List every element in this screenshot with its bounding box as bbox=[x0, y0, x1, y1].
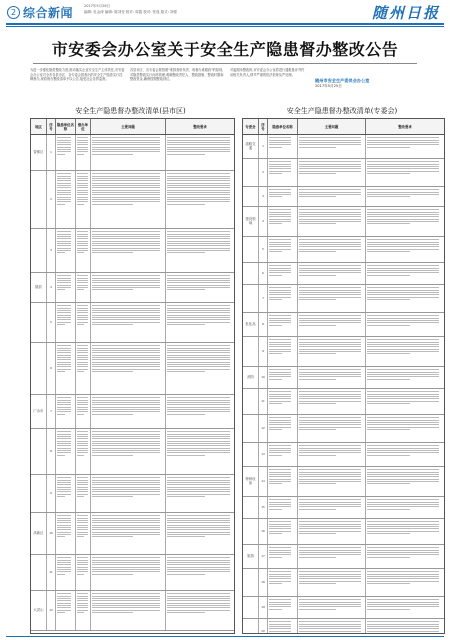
table-cell bbox=[76, 395, 91, 428]
table-cell bbox=[166, 555, 234, 590]
table-cell: 旅游 bbox=[243, 545, 259, 568]
right-header-cell: 隐患单位名称 bbox=[268, 119, 298, 134]
right-header-cell: 整改要求 bbox=[398, 124, 412, 129]
table-cell bbox=[243, 159, 259, 186]
table-cell bbox=[268, 497, 298, 518]
table-cell: 5 bbox=[259, 237, 268, 262]
masthead-rule bbox=[6, 23, 444, 25]
table-cell: 消防 bbox=[243, 367, 259, 388]
table-row bbox=[243, 545, 444, 569]
table-cell: 广水市 bbox=[31, 395, 47, 428]
table-cell bbox=[56, 395, 76, 428]
table-cell bbox=[76, 343, 91, 394]
table-cell bbox=[366, 187, 444, 206]
table-row bbox=[243, 569, 444, 597]
table-cell bbox=[366, 443, 444, 466]
table-cell bbox=[366, 497, 444, 518]
table-cell bbox=[166, 513, 234, 554]
table-cell bbox=[298, 237, 366, 262]
table-cell bbox=[366, 285, 444, 312]
table-cell bbox=[56, 429, 76, 474]
signature-date: 2017年5月25日 bbox=[315, 83, 342, 88]
table-cell bbox=[298, 519, 366, 544]
table-cell bbox=[298, 389, 366, 414]
left-table-title: 安全生产隐患督办整改清单(县市区) bbox=[75, 107, 186, 115]
table-cell bbox=[166, 135, 234, 170]
table-cell bbox=[298, 159, 366, 186]
table-row bbox=[243, 519, 444, 545]
table-cell: 13 bbox=[259, 443, 268, 466]
table-cell bbox=[298, 443, 366, 466]
table-cell bbox=[76, 591, 91, 630]
table-cell bbox=[76, 513, 91, 554]
left-header-cell: 地区 bbox=[31, 119, 47, 134]
table-cell: 4 bbox=[47, 273, 56, 302]
right-header-cell: 序号 bbox=[259, 119, 268, 134]
table-cell bbox=[298, 263, 366, 284]
paper-logo: 随州日报 bbox=[371, 4, 440, 22]
table-cell bbox=[268, 337, 298, 366]
table-cell bbox=[366, 389, 444, 414]
table-row bbox=[243, 263, 444, 285]
table-cell bbox=[166, 429, 234, 474]
table-cell bbox=[76, 429, 91, 474]
table-cell bbox=[366, 545, 444, 568]
headline-rule bbox=[33, 63, 417, 64]
table-cell bbox=[243, 237, 259, 262]
table-cell bbox=[298, 313, 366, 336]
table-cell bbox=[268, 415, 298, 442]
table-cell bbox=[91, 171, 166, 228]
table-cell: 道路交通 bbox=[243, 135, 259, 158]
table-cell: 17 bbox=[259, 545, 268, 568]
table-cell bbox=[76, 273, 91, 302]
table-cell bbox=[268, 597, 298, 618]
page-number: 2 bbox=[7, 6, 20, 19]
table-cell bbox=[56, 171, 76, 228]
table-row bbox=[31, 171, 234, 229]
right-table-body bbox=[243, 135, 444, 634]
table-cell bbox=[366, 337, 444, 366]
left-table-body bbox=[31, 135, 234, 631]
table-cell bbox=[56, 229, 76, 272]
table-cell bbox=[76, 229, 91, 272]
table-cell bbox=[91, 429, 166, 474]
table-cell bbox=[56, 591, 76, 630]
table-cell: 19 bbox=[259, 597, 268, 618]
table-row bbox=[243, 237, 444, 263]
table-cell bbox=[91, 395, 166, 428]
table-cell bbox=[268, 467, 298, 496]
table-cell bbox=[56, 135, 76, 170]
table-cell: 9 bbox=[259, 337, 268, 366]
table-cell: 16 bbox=[259, 519, 268, 544]
table-cell bbox=[268, 569, 298, 596]
table-cell bbox=[91, 273, 166, 302]
table-cell bbox=[298, 569, 366, 596]
table-cell bbox=[166, 303, 234, 342]
table-cell bbox=[166, 475, 234, 512]
table-cell bbox=[91, 303, 166, 342]
table-cell bbox=[76, 135, 91, 170]
table-cell bbox=[243, 519, 259, 544]
table-row bbox=[31, 429, 234, 475]
county-rectification-table bbox=[30, 118, 235, 634]
table-row bbox=[31, 303, 234, 343]
intro-paragraph-1: 为进一步强化隐患整改力度,推动落实企业安全生产主体责任,市安委会办公室对全市各县市区、各专委会排查出的安全生产隐患实行挂牌督办,现将督办整改清单予以公告,接受社会各界监督。 bbox=[30, 68, 125, 82]
table-cell bbox=[366, 367, 444, 388]
table-cell bbox=[56, 475, 76, 512]
table-cell bbox=[91, 513, 166, 554]
left-header-cell: 序号 bbox=[47, 119, 56, 134]
left-table-header bbox=[31, 119, 234, 135]
table-cell: 特种设备 bbox=[243, 467, 259, 496]
table-row bbox=[243, 285, 444, 313]
table-row bbox=[31, 591, 234, 631]
table-cell: 1 bbox=[259, 135, 268, 158]
signature-block bbox=[315, 78, 425, 89]
table-cell bbox=[76, 303, 91, 342]
table-cell bbox=[268, 367, 298, 388]
table-cell bbox=[298, 187, 366, 206]
table-cell bbox=[366, 597, 444, 618]
table-cell bbox=[31, 171, 47, 228]
table-cell bbox=[366, 313, 444, 336]
table-row bbox=[243, 159, 444, 187]
table-row bbox=[243, 187, 444, 207]
table-cell bbox=[91, 343, 166, 394]
table-cell: 2 bbox=[259, 159, 268, 186]
table-cell: 危化品 bbox=[243, 313, 259, 336]
table-cell bbox=[298, 415, 366, 442]
intro-paragraph-2: 各县市区、各专委会要按照"谁排查谁负责、谁督办谁跟踪"的原则,对隐患整改实行闭环管理,明确整改责任人、整改措施、整改时限和整改资金,确保按期整改到位。 bbox=[130, 68, 224, 82]
table-row bbox=[243, 135, 444, 159]
table-row bbox=[243, 467, 444, 497]
signature-org: 随州市安全生产委员会办公室 bbox=[315, 78, 370, 83]
table-cell bbox=[268, 135, 298, 158]
table-row bbox=[31, 555, 234, 591]
table-cell bbox=[268, 187, 298, 206]
table-cell bbox=[56, 303, 76, 342]
table-cell bbox=[243, 443, 259, 466]
table-row bbox=[31, 395, 234, 429]
table-cell bbox=[243, 497, 259, 518]
table-cell: 10 bbox=[47, 513, 56, 554]
table-cell bbox=[298, 597, 366, 618]
table-cell bbox=[268, 389, 298, 414]
table-cell: 11 bbox=[259, 389, 268, 414]
table-cell bbox=[298, 135, 366, 158]
table-cell bbox=[166, 343, 234, 394]
table-cell bbox=[298, 545, 366, 568]
table-cell bbox=[298, 497, 366, 518]
left-header-cell: 主要问题 bbox=[91, 119, 166, 134]
left-header-cell: 整改要求 bbox=[193, 124, 207, 129]
table-row bbox=[31, 135, 234, 171]
table-cell bbox=[56, 555, 76, 590]
table-cell bbox=[76, 555, 91, 590]
table-cell bbox=[243, 619, 259, 634]
table-cell bbox=[366, 519, 444, 544]
table-cell bbox=[56, 343, 76, 394]
table-cell bbox=[298, 619, 366, 634]
page-headline: 市安委会办公室关于安全生产隐患督办整改公告 bbox=[51, 40, 399, 59]
table-row bbox=[31, 343, 234, 395]
table-cell bbox=[243, 415, 259, 442]
table-cell bbox=[243, 597, 259, 618]
table-cell bbox=[366, 207, 444, 236]
table-cell bbox=[268, 619, 298, 634]
table-cell bbox=[366, 159, 444, 186]
table-cell bbox=[91, 135, 166, 170]
table-row bbox=[243, 207, 444, 237]
intro-paragraph-3: 对逾期未整改的,市安委会办公室将进行通报批评并约谈相关负责人,情节严重的依法依规从严处理。 bbox=[230, 68, 305, 77]
table-cell bbox=[298, 367, 366, 388]
table-cell bbox=[166, 395, 234, 428]
table-cell bbox=[268, 237, 298, 262]
table-cell bbox=[243, 337, 259, 366]
table-cell: 3 bbox=[47, 229, 56, 272]
table-cell bbox=[366, 263, 444, 284]
table-cell: 9 bbox=[47, 475, 56, 512]
table-cell bbox=[31, 475, 47, 512]
table-cell bbox=[268, 263, 298, 284]
table-cell bbox=[366, 135, 444, 158]
table-row bbox=[243, 389, 444, 415]
table-row bbox=[243, 619, 444, 634]
table-cell bbox=[243, 263, 259, 284]
section-name: 综合新闻 bbox=[23, 6, 74, 20]
table-cell bbox=[56, 513, 76, 554]
footer-rule bbox=[6, 636, 444, 637]
table-cell bbox=[366, 467, 444, 496]
table-cell bbox=[268, 285, 298, 312]
table-cell bbox=[268, 313, 298, 336]
table-cell: 7 bbox=[47, 395, 56, 428]
table-cell bbox=[166, 591, 234, 630]
table-cell bbox=[268, 443, 298, 466]
table-cell bbox=[366, 415, 444, 442]
table-row bbox=[243, 443, 444, 467]
table-cell: 大洪山 bbox=[31, 591, 47, 630]
table-cell bbox=[31, 343, 47, 394]
table-cell bbox=[166, 171, 234, 228]
table-row bbox=[31, 229, 234, 273]
table-cell: 1 bbox=[47, 135, 56, 170]
table-cell: 7 bbox=[259, 285, 268, 312]
table-row bbox=[243, 313, 444, 337]
table-cell bbox=[91, 229, 166, 272]
table-cell bbox=[76, 475, 91, 512]
table-cell bbox=[243, 569, 259, 596]
table-cell: 11 bbox=[47, 555, 56, 590]
table-cell: 20 bbox=[259, 619, 268, 634]
table-cell bbox=[243, 285, 259, 312]
table-cell bbox=[268, 545, 298, 568]
table-cell: 12 bbox=[47, 591, 56, 630]
table-row bbox=[243, 337, 444, 367]
table-cell bbox=[31, 429, 47, 474]
right-table-header bbox=[243, 119, 444, 135]
table-cell: 15 bbox=[259, 497, 268, 518]
table-cell bbox=[31, 555, 47, 590]
left-header-cell: 督办单位 bbox=[76, 119, 91, 134]
table-cell bbox=[268, 159, 298, 186]
table-cell: 8 bbox=[259, 313, 268, 336]
table-cell: 曾都区 bbox=[31, 135, 47, 170]
table-cell bbox=[91, 475, 166, 512]
right-header-cell: 专委会 bbox=[243, 119, 259, 134]
table-row bbox=[31, 273, 234, 303]
table-cell: 4 bbox=[259, 207, 268, 236]
table-cell: 建设领域 bbox=[243, 207, 259, 236]
table-cell bbox=[298, 285, 366, 312]
table-row bbox=[243, 597, 444, 619]
table-cell bbox=[166, 273, 234, 302]
table-cell bbox=[166, 229, 234, 272]
left-header-cell: 隐患单位名称 bbox=[56, 119, 76, 134]
table-cell: 5 bbox=[47, 303, 56, 342]
editors-line: 编辑: 杜金涛 编辑: 陈刘莹 校对: 周霞 校对: 张逸 版式: 刘强 bbox=[84, 10, 177, 14]
table-cell bbox=[268, 519, 298, 544]
table-cell bbox=[31, 303, 47, 342]
table-cell bbox=[366, 569, 444, 596]
table-cell: 高新区 bbox=[31, 513, 47, 554]
table-row bbox=[243, 415, 444, 443]
masthead bbox=[0, 0, 450, 30]
table-cell bbox=[366, 237, 444, 262]
table-cell bbox=[298, 337, 366, 366]
table-cell: 12 bbox=[259, 415, 268, 442]
table-cell: 2 bbox=[47, 171, 56, 228]
table-cell bbox=[298, 207, 366, 236]
table-cell: 18 bbox=[259, 569, 268, 596]
table-cell bbox=[366, 619, 444, 634]
table-cell: 随县 bbox=[31, 273, 47, 302]
table-cell bbox=[56, 273, 76, 302]
table-cell bbox=[31, 229, 47, 272]
right-header-cell: 主要问题 bbox=[298, 119, 366, 134]
table-cell bbox=[243, 187, 259, 206]
table-cell bbox=[91, 555, 166, 590]
table-cell bbox=[298, 467, 366, 496]
committee-rectification-table bbox=[242, 118, 445, 634]
table-cell: 14 bbox=[259, 467, 268, 496]
table-row bbox=[243, 367, 444, 389]
table-cell bbox=[76, 171, 91, 228]
table-cell: 3 bbox=[259, 187, 268, 206]
date-line: 2017年5月26日 bbox=[84, 4, 111, 8]
table-cell bbox=[243, 389, 259, 414]
table-cell bbox=[268, 207, 298, 236]
table-cell: 6 bbox=[47, 343, 56, 394]
masthead-rule-thin bbox=[6, 26, 444, 27]
table-cell: 8 bbox=[47, 429, 56, 474]
table-cell: 10 bbox=[259, 367, 268, 388]
table-cell: 6 bbox=[259, 263, 268, 284]
right-table-title: 安全生产隐患督办整改清单(专委会) bbox=[286, 107, 398, 115]
table-row bbox=[243, 497, 444, 519]
table-row bbox=[31, 475, 234, 513]
table-cell bbox=[91, 591, 166, 630]
table-row bbox=[31, 513, 234, 555]
